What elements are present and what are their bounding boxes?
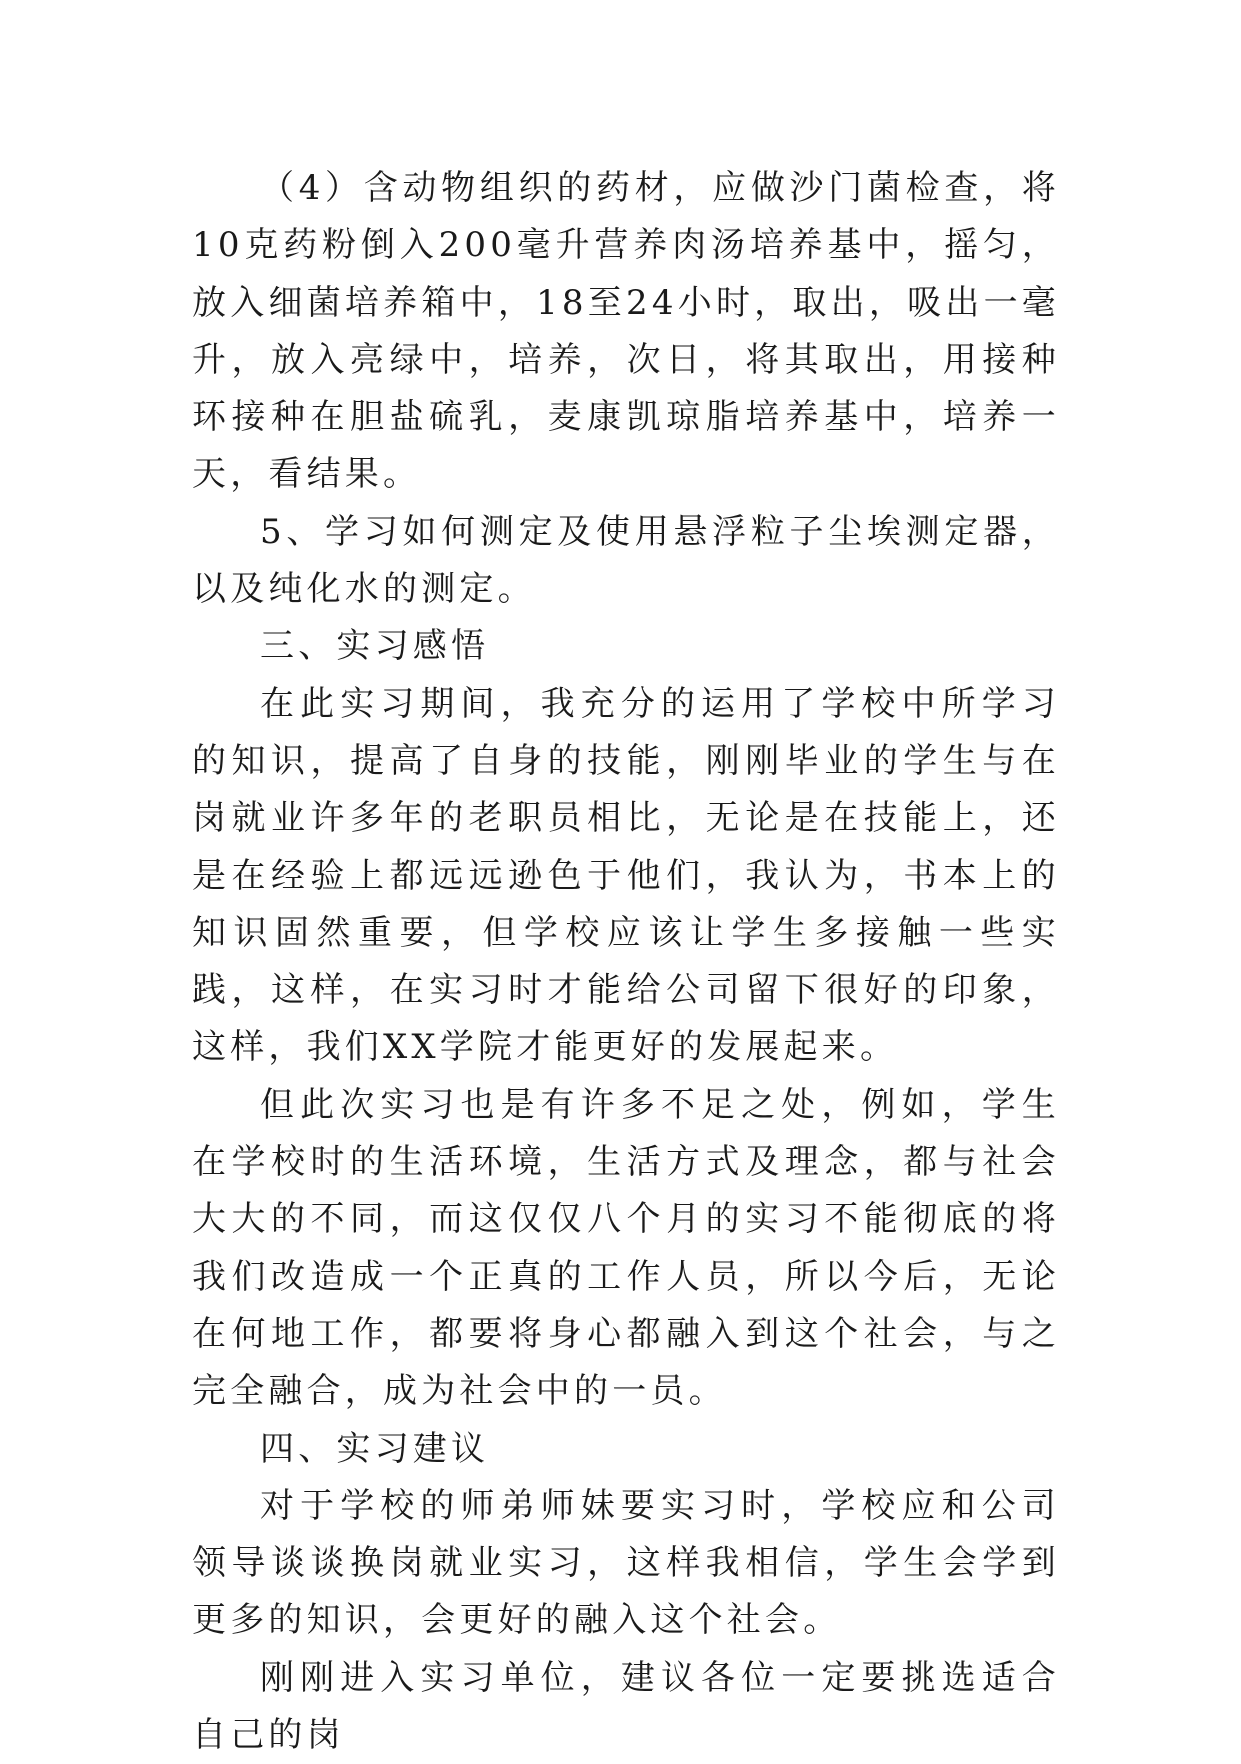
document-body xyxy=(192,160,1060,1764)
section-heading-suggestions: 四、实习建议 xyxy=(260,1428,490,1469)
paragraph-particle-test: 5、学习如何测定及使用悬浮粒子尘埃测定器，以及纯化水的测定。 xyxy=(192,511,1060,610)
section-heading-reflections: 三、实习感悟 xyxy=(260,626,490,667)
paragraph-suggestions-1: 对于学校的师弟师妹要实习时，学校应和公司领导谈谈换岗就业实习，这样我相信，学生会学到更多的知识，会更好的融入这个社会。 xyxy=(192,1485,1060,1641)
paragraph-suggestions-2: 刚刚进入实习单位，建议各位一定要挑选适合自己的岗 xyxy=(192,1657,1060,1756)
paragraph-reflections-2: 但此次实习也是有许多不足之处，例如，学生在学校时的生活环境，生活方式及理念，都与社会大大的不同，而这仅仅八个月的实习不能彻底的将我们改造成一个正真的工作人员，所以今后，无论在何地工作，都要将身心都融入到这个社会，与之完全融合，成为社会中的一员。 xyxy=(192,1084,1060,1412)
paragraph-salmonella-test: （4）含动物组织的药材，应做沙门菌检查，将10克药粉倒入200毫升营养肉汤培养基中，摇匀，放入细菌培养箱中，18至24小时，取出，吸出一毫升，放入亮绿中，培养，次日，将其取出，用接种环接种在胆盐硫乳，麦康凯琼脂培养基中，培养一天，看结果。 xyxy=(192,168,1060,495)
paragraph-reflections-1: 在此实习期间，我充分的运用了学校中所学习的知识，提高了自身的技能，刚刚毕业的学生与在岗就业许多年的老职员相比，无论是在技能上，还是在经验上都远远逊色于他们，我认为，书本上的知识固然重要，但学校应该让学生多接触一些实践，这样，在实习时才能给公司留下很好的印象，这样，我们XX学院才能更好的发展起来。 xyxy=(192,683,1060,1068)
